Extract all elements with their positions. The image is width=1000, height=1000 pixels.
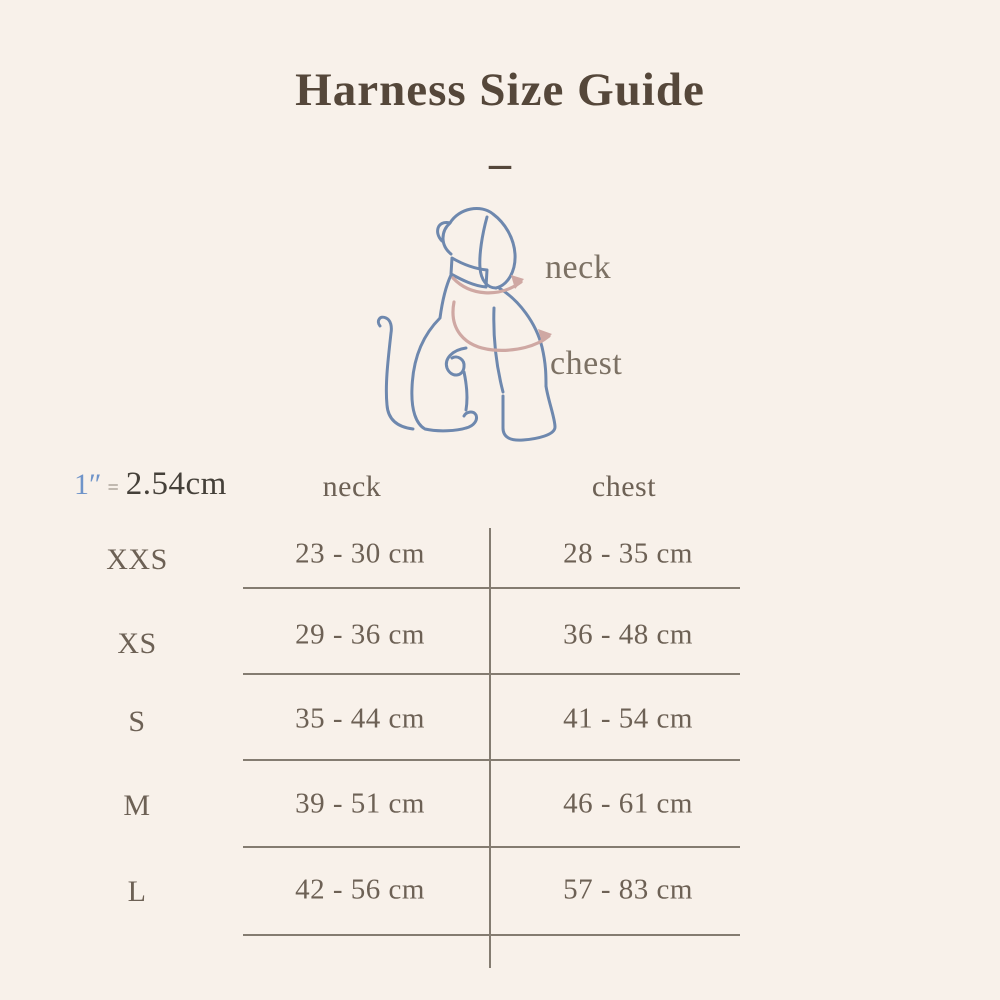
size-label-s: S [128,705,146,738]
neck-range-s: 35 - 44 cm [295,702,425,735]
neck-measure-arrow [453,275,524,293]
table-row-divider [243,759,740,761]
chest-diagram-label: chest [550,345,623,382]
size-label-m: M [123,789,151,822]
neck-range-l: 42 - 56 cm [295,873,425,906]
dog-outline [378,208,555,440]
chest-range-xs: 36 - 48 cm [563,618,693,651]
neck-column-header: neck [322,470,382,503]
table-column-divider [489,528,491,968]
neck-range-m: 39 - 51 cm [295,787,425,820]
unit-conversion-note [74,466,227,503]
size-label-l: L [127,875,147,908]
chest-measure-arrow [453,302,552,350]
neck-range-xs: 29 - 36 cm [295,618,425,651]
neck-diagram-label: neck [545,249,612,286]
table-row-divider [243,846,740,848]
chest-range-l: 57 - 83 cm [563,873,693,906]
size-label-xs: XS [117,627,157,660]
title-divider-dash: – [489,139,511,188]
chest-range-s: 41 - 54 cm [563,702,693,735]
cm-value: 2.54cm [125,466,227,502]
size-label-xxs: XXS [106,543,168,576]
chest-range-xxs: 28 - 35 cm [563,537,693,570]
equals-sign: = [107,477,119,499]
table-row-divider [243,587,740,589]
chest-column-header: chest [591,470,657,503]
neck-range-xxs: 23 - 30 cm [295,537,425,570]
page-title: Harness Size Guide [295,64,705,116]
table-row-divider [243,673,740,675]
inch-symbol: 1″ [74,468,102,501]
chest-range-m: 46 - 61 cm [563,787,693,820]
dog-illustration-icon [335,200,570,450]
table-row-divider [243,934,740,936]
